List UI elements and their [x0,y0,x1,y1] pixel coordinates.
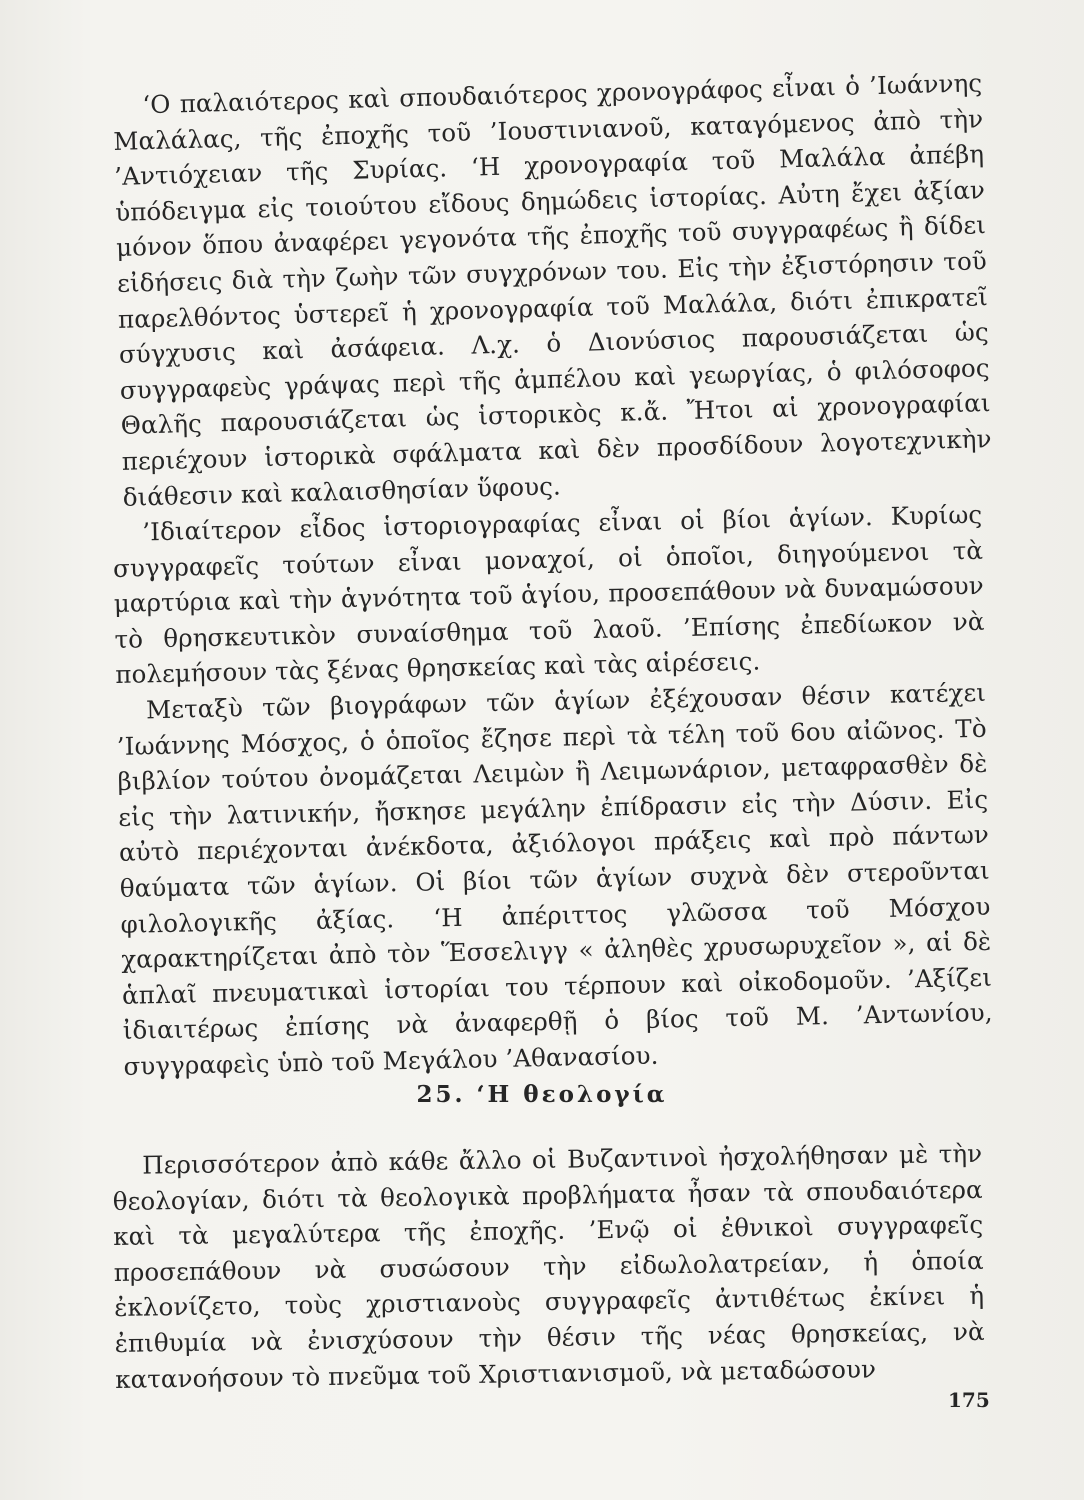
paragraph-malalas: ‘Ο παλαιότερος καὶ σπουδαιότερος χρονογράφος εἶναι ὁ ’Ιωάννης Μαλάλας, τῆς ἐποχῆς τοῦ ’Ιουστινιανοῦ, καταγόμενος ἀπὸ τὴν ’Αντιόχειαν τῆς Συρίας. ‘Η χρονογραφία τοῦ Μαλάλα ἀπέβη ὑπόδειγμα εἰς τοιούτου εἴδους δημώδεις ἱστορίας. Αὐτη ἔχει ἀξίαν μόνον ὅπου ἀναφέρει γεγονότα τῆς ἐποχῆς τοῦ συγγραφέως ἢ δίδει εἰδήσεις διὰ τὴν ζωὴν τῶν συγχρόνων του. Εἰς τὴν ἐξιστόρησιν τοῦ παρελθόντος ὑστερεῖ ἡ χρονογραφία τοῦ Μαλάλα, διότι ἐπικρατεῖ σύγχυσις καὶ ἀσάφεια. Λ.χ. ὁ Διονύσιος παρουσιάζεται ὡς συγγραφεὺς γράψας περὶ τῆς ἀμπέλου καὶ γεωργίας, ὁ φιλόσοφος Θαλῆς παρουσιάζεται ὡς ἱστορικὸς κ.ἄ. Ἤτοι αἱ χρονογραφίαι περιέχουν ἱστορικὰ σφάλματα καὶ δὲν προσδίδουν λογοτεχνικὴν διάθεσιν καὶ καλαισθησίαν ὕφους. [113,68,992,512]
section-heading: 25. ‘Η θεολογία [416,1081,668,1108]
page-number: 175 [948,1388,990,1412]
text-block-lives-of-saints [112,497,994,1085]
text-block-chroniclers [112,65,993,515]
paragraph-moschos: Μεταξὺ τῶν βιογράφων τῶν ἁγίων ἐξέχουσαν θέσιν κατέχει ’Ιωάννης Μόσχος, ὁ ὁποῖος ἔζησε περὶ τὰ τέλη τοῦ 6ου αἰῶνος. Τὸ βιβλίον τούτου ὀνομάζεται Λειμὼν ἢ Λειμωνάριον, μεταφρασθὲν δὲ εἰς τὴν λατινικήν, ἤσκησε μεγάλην ἐπίδρασιν εἰς τὴν Δύσιν. Εἰς αὐτὸ περιέχονται ἀνέκδοτα, ἀξιόλογοι πράξεις καὶ πρὸ πάντων θαύματα τῶν ἁγίων. Οἱ βίοι τῶν ἁγίων συχνὰ δὲν στεροῦνται φιλολογικῆς ἀξίας. ‘Η ἀπέριττος γλῶσσα τοῦ Μόσχου χαρακτηρίζεται ἀπὸ τὸν Ἕσσελιγγ « ἀληθὲς χρυσωρυχεῖον », αἱ δὲ ἁπλαῖ πνευματικαὶ ἱστορίαι του τέρπουν καὶ οἰκοδομοῦν. ’Αξίζει ἰδιαιτέρως ἐπίσης νὰ ἀναφερθῇ ὁ βίος τοῦ Μ. ’Αντωνίου, συγγραφεὶς ὑπὸ τοῦ Μεγάλου ’Αθανασίου. [116,677,993,1081]
paragraph-theology: Περισσότερον ἀπὸ κάθε ἄλλο οἱ Βυζαντινοὶ ἠσχολήθησαν μὲ τὴν θεολογίαν, διότι τὰ θεολογικὰ προβλήματα ἦσαν τὰ σπουδαιότερα καὶ τὰ μεγαλύτερα τῆς ἐποχῆς. ’Ενῷ οἱ ἐθνικοὶ συγγραφεῖς προσεπάθουν νὰ συσώσουν τὴν εἰδωλολατρείαν, ἡ ὁποία ἐκλονίζετο, τοὺς χριστιανοὺς συγγραφεῖς ἀντιθέτως ἐκίνει ἡ ἐπιθυμία νὰ ἐνισχύσουν τὴν θέσιν τῆς νέας θρησκείας, νὰ κατανοήσουν τὸ πνεῦμα τοῦ Χριστιανισμοῦ, νὰ μεταδώσουν [112,1138,985,1394]
paragraph-lives-of-saints: ’Ιδιαίτερον εἶδος ἱστοριογραφίας εἶναι οἱ βίοι ἁγίων. Κυρίως συγγραφεῖς τούτων εἶναι μοναχοί, οἱ ὁποῖοι, διηγούμενοι τὰ μαρτύρια καὶ τὴν ἁγνότητα τοῦ ἁγίου, προσεπάθουν νὰ δυναμώσουν τὸ θρησκευτικὸν συναίσθημα τοῦ λαοῦ. ’Επίσης ἐπεδίωκον νὰ πολεμήσουν τὰς ξένας θρησκείας καὶ τὰς αἱρέσεις. [112,499,985,690]
text-block-theology [112,1136,985,1397]
